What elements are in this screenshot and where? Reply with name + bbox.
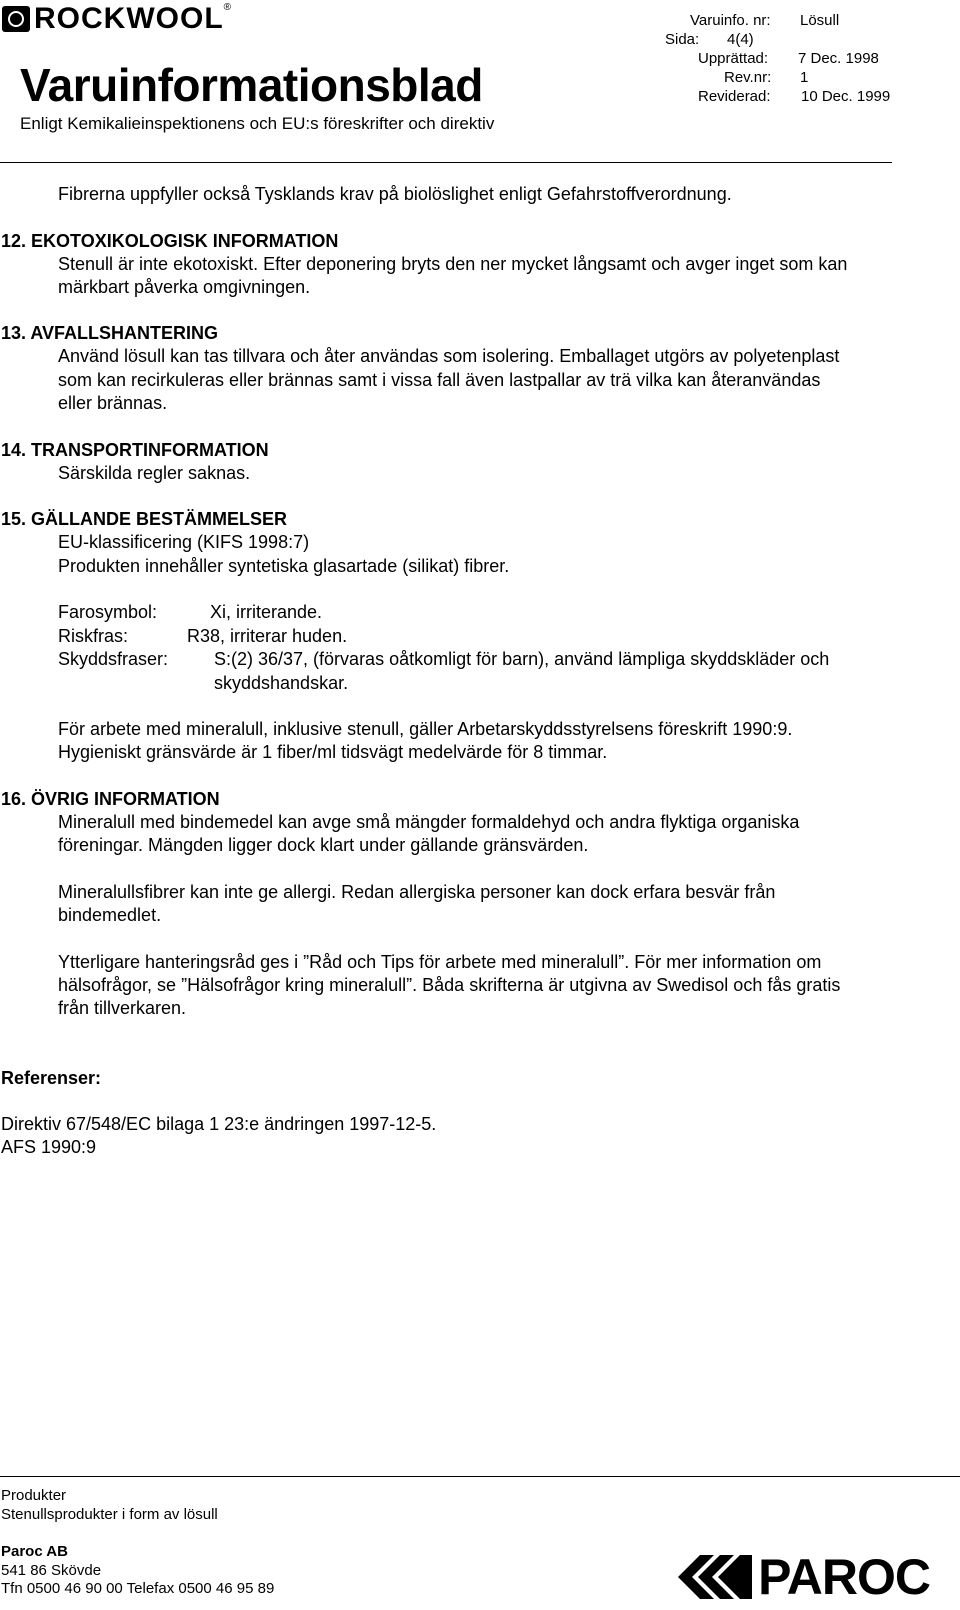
section-13-line: som kan recirkuleras eller brännas samt i vissa fall även lastpallar av trä vilka kan återanvändas (58, 370, 821, 390)
upprattad-value: 7 Dec. 1998 (798, 50, 879, 67)
footer-address: 541 86 Skövde (1, 1562, 102, 1579)
page-title: Varuinformationsblad (20, 59, 483, 111)
section-14-line: Särskilda regler saknas. (58, 463, 251, 483)
footer-divider (0, 1476, 960, 1477)
paroc-emblem-icon (678, 1549, 752, 1605)
varuinfo-label: Varuinfo. nr: (690, 12, 771, 29)
section-16-line: från tillverkaren. (58, 998, 187, 1018)
registered-mark: ® (223, 1, 232, 13)
section-13-heading: 13. AVFALLSHANTERING (1, 323, 219, 343)
section-16-line: Ytterligare hanteringsråd ges i ”Råd och Tips för arbete med mineralull”. För mer information om (58, 952, 822, 972)
riskfras-value: R38, irriterar huden. (187, 626, 348, 646)
section-15-heading: 15. GÄLLANDE BESTÄMMELSER (1, 509, 288, 529)
rockwool-logo-text: ROCKWOOL (34, 2, 224, 35)
revnr-label: Rev.nr: (724, 69, 772, 86)
section-16-line: bindemedlet. (58, 905, 162, 925)
reviderad-label: Reviderad: (698, 88, 771, 105)
footer-produkter-value: Stenullsprodukter i form av lösull (1, 1506, 218, 1523)
paroc-logo (678, 1548, 930, 1606)
sida-label: Sida: (665, 31, 700, 48)
farosymbol-label: Farosymbol: (58, 602, 158, 622)
section-12-line: märkbart påverka omgivningen. (58, 277, 311, 297)
skyddsfraser-value: skyddshandskar. (214, 673, 349, 693)
header-divider (0, 162, 892, 163)
section-13-line: eller brännas. (58, 393, 168, 413)
section-16-line: Mineralull med bindemedel kan avge små mängder formaldehyd och andra flyktiga organiska (58, 812, 800, 832)
section-16-heading: 16. ÖVRIG INFORMATION (1, 789, 220, 809)
rockwool-logo (2, 1, 232, 35)
skyddsfraser-label: Skyddsfraser: (58, 649, 169, 669)
reference-line: AFS 1990:9 (1, 1137, 97, 1157)
section-16-line: Mineralullsfibrer kan inte ge allergi. Redan allergiska personer kan dock erfara besvär från (58, 882, 776, 902)
reference-line: Direktiv 67/548/EC bilaga 1 23:e ändringen 1997-12-5. (1, 1114, 437, 1134)
section-15-line: Produkten innehåller syntetiska glasartade (silikat) fibrer. (58, 556, 510, 576)
footer-contact: Tfn 0500 46 90 00 Telefax 0500 46 95 89 (1, 1580, 275, 1597)
farosymbol-value: Xi, irriterande. (210, 602, 323, 622)
paroc-logo-text: PAROC (758, 1549, 930, 1605)
varuinfo-value: Lösull (800, 12, 840, 29)
footer-produkter-label: Produkter (1, 1487, 67, 1504)
footer-company: Paroc AB (1, 1543, 68, 1560)
section-16-line: hälsofrågor, se ”Hälsofrågor kring mineralull”. Båda skrifterna är utgivna av Swedisol och fås gratis (58, 975, 841, 995)
section-12-line: Stenull är inte ekotoxiskt. Efter deponering bryts den ner mycket långsamt och avger inget som kan (58, 254, 848, 274)
section-12-heading: 12. EKOTOXIKOLOGISK INFORMATION (1, 231, 339, 251)
references-heading: Referenser: (1, 1068, 102, 1088)
rockwool-emblem-icon (2, 6, 30, 32)
section-14-heading: 14. TRANSPORTINFORMATION (1, 440, 269, 460)
intro-text: Fibrerna uppfyller också Tysklands krav på biolöslighet enligt Gefahrstoffverordnung. (58, 184, 732, 204)
section-15-line: EU-klassificering (KIFS 1998:7) (58, 532, 310, 552)
skyddsfraser-value: S:(2) 36/37, (förvaras oåtkomligt för barn), använd lämpliga skyddskläder och (214, 649, 830, 669)
riskfras-label: Riskfras: (58, 626, 129, 646)
upprattad-label: Upprättad: (698, 50, 769, 67)
sida-value: 4(4) (727, 31, 754, 48)
section-16-line: föreningar. Mängden ligger dock klart under gällande gränsvärden. (58, 835, 589, 855)
section-15-after-line: Hygieniskt gränsvärde är 1 fiber/ml tidsvägt medelvärde för 8 timmar. (58, 742, 608, 762)
reviderad-value: 10 Dec. 1999 (801, 88, 891, 105)
section-15-after-line: För arbete med mineralull, inklusive stenull, gäller Arbetarskyddsstyrelsens föreskrift 1990:9. (58, 719, 793, 739)
page-subtitle: Enligt Kemikalieinspektionens och EU:s föreskrifter och direktiv (20, 114, 495, 133)
revnr-value: 1 (800, 69, 809, 86)
section-13-line: Använd lösull kan tas tillvara och åter användas som isolering. Emballaget utgörs av polyetenplast (58, 346, 840, 366)
